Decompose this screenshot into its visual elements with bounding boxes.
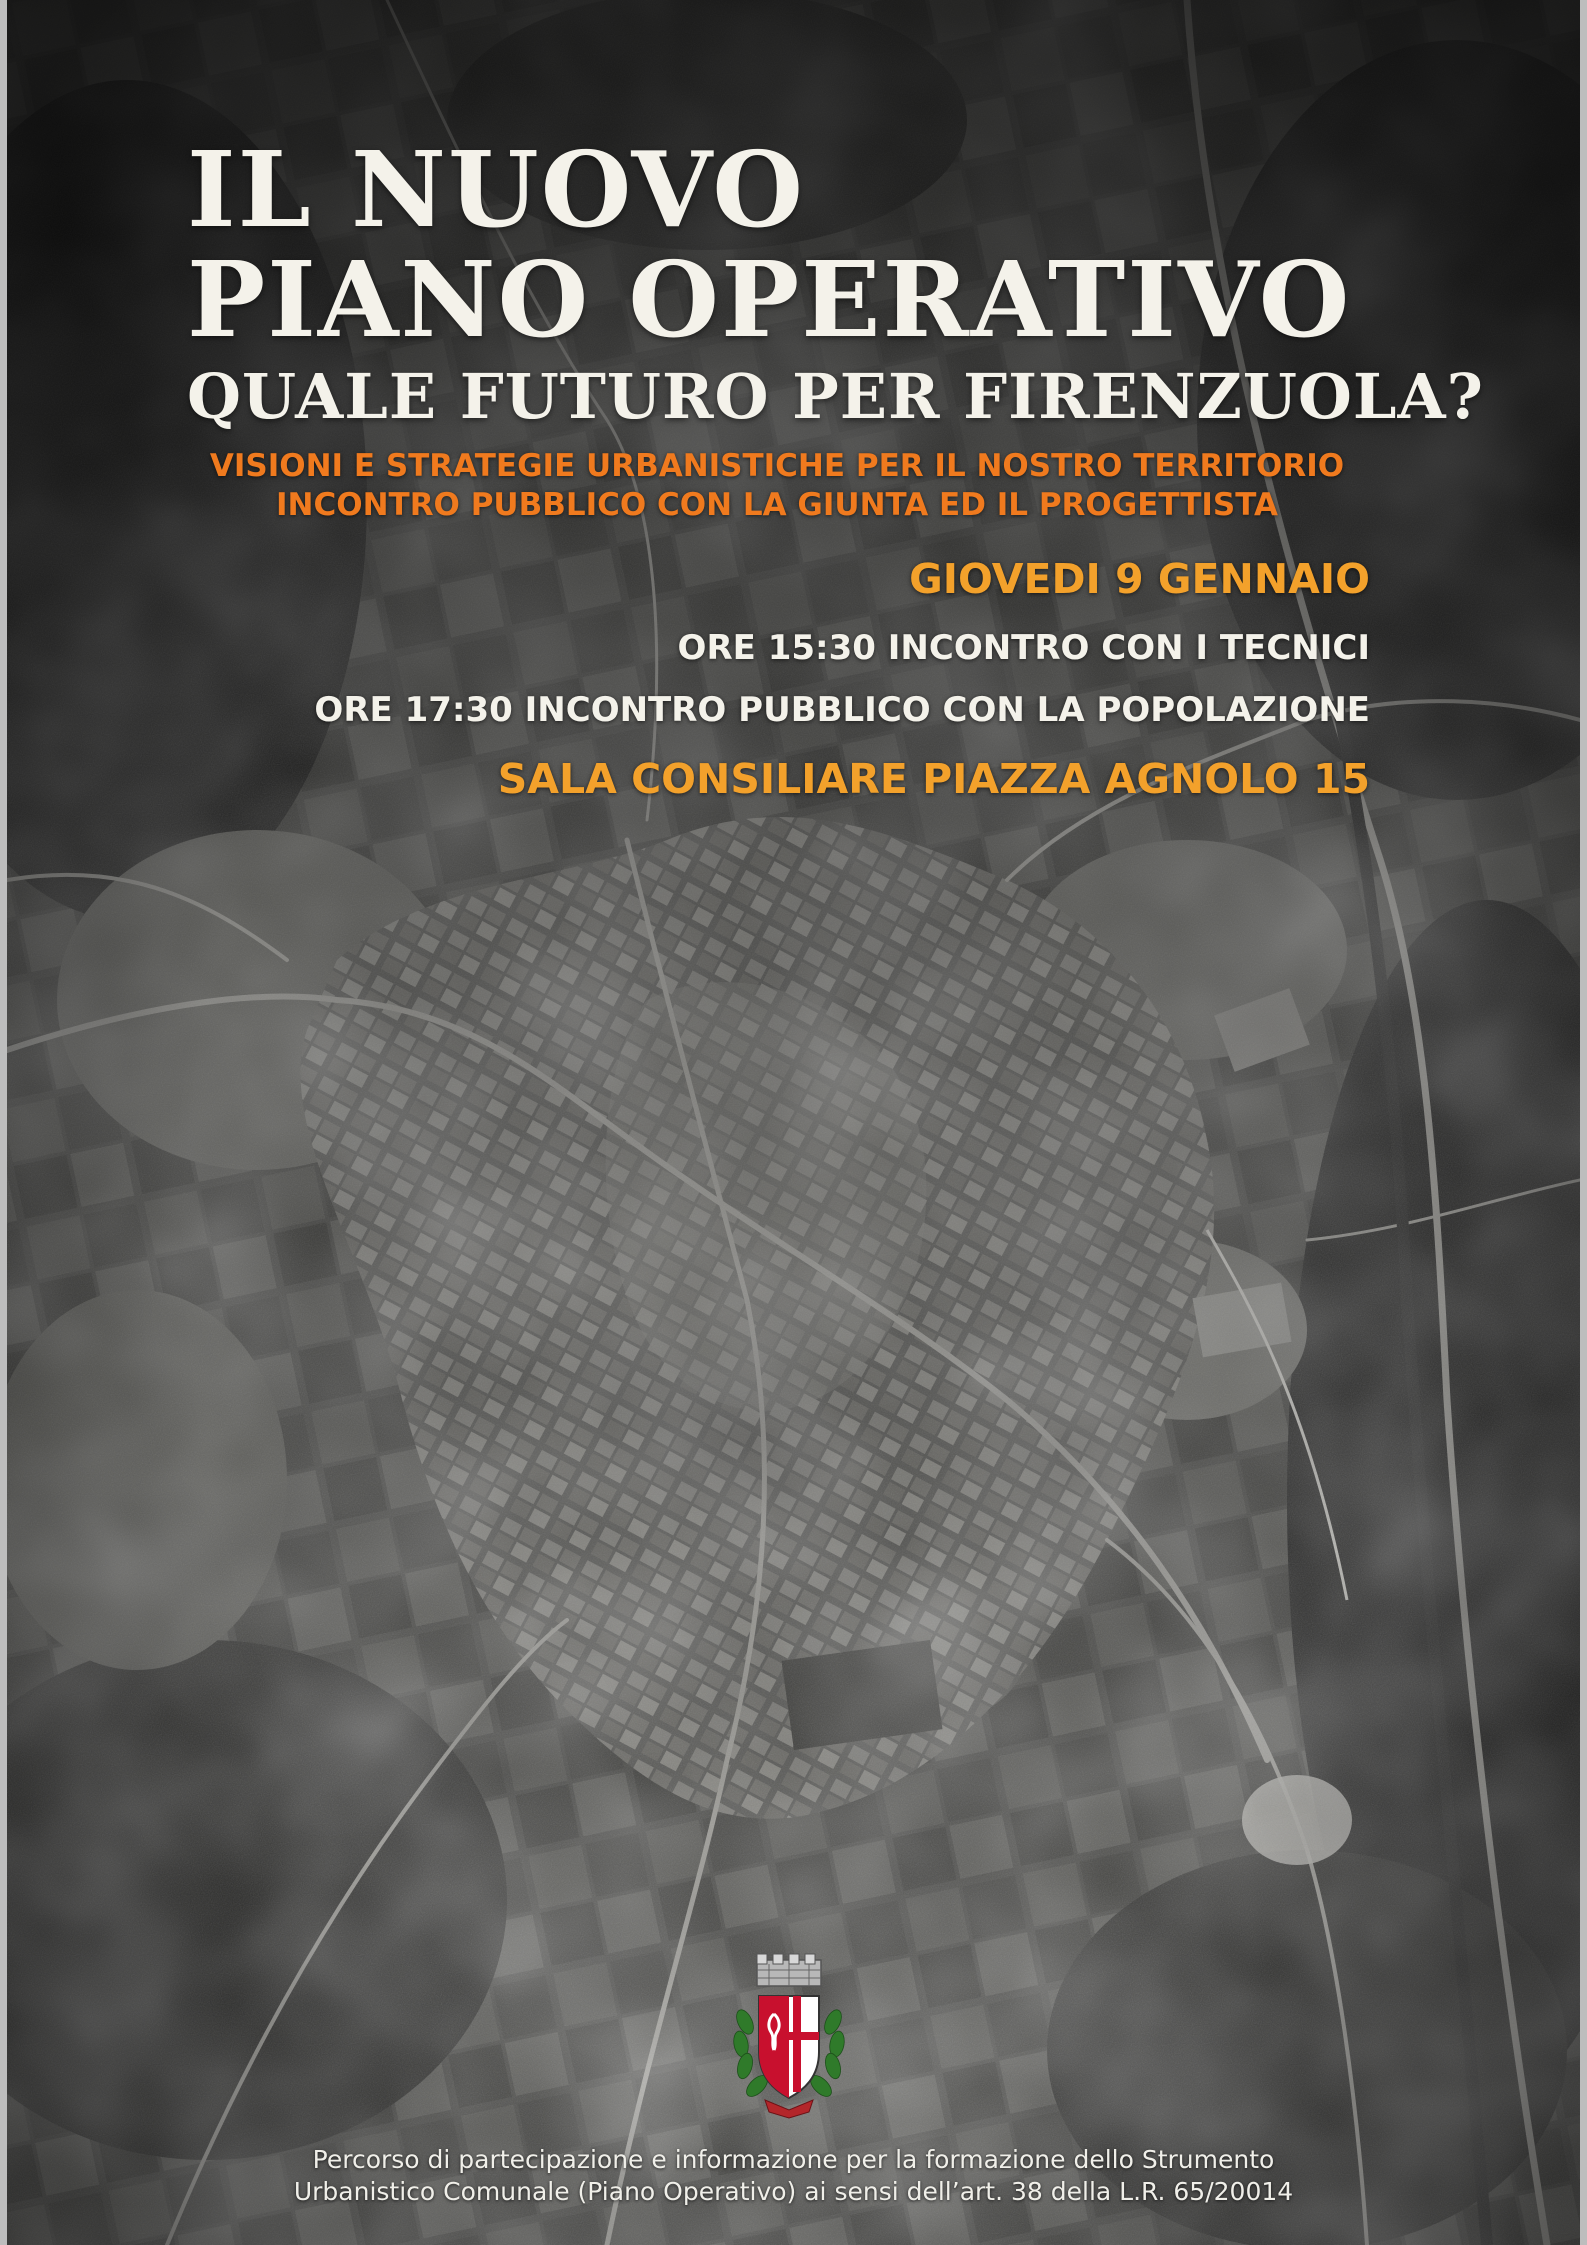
title-line-1: IL NUOVO (187, 128, 805, 251)
footer-note (7, 2144, 1580, 2208)
footer-line-1: Percorso di partecipazione e informazione per la formazione dello Strumento (312, 2145, 1275, 2174)
title-block (187, 128, 1487, 437)
subtitle-line-1: VISIONI E STRATEGIE URBANISTICHE PER IL NOSTRO TERRITORIO (209, 448, 1345, 484)
event-place: SALA CONSILIARE PIAZZA AGNOLO 15 (497, 755, 1370, 803)
event-date: GIOVEDI 9 GENNAIO (909, 555, 1370, 603)
event-time-public: ORE 17:30 INCONTRO PUBBLICO CON LA POPOLAZIONE (314, 690, 1370, 730)
footer-line-2: Urbanistico Comunale (Piano Operativo) ai sensi dell’art. 38 della L.R. 65/20014 (293, 2177, 1294, 2206)
title-line-2: PIANO OPERATIVO (187, 238, 1352, 361)
title-line-3: QUALE FUTURO PER FIRENZUOLA? (187, 360, 1484, 433)
subtitle-line-2: INCONTRO PUBBLICO CON LA GIUNTA ED IL PROGETTISTA (276, 487, 1278, 523)
event-time-technicians: ORE 15:30 INCONTRO CON I TECNICI (677, 628, 1370, 668)
municipal-crest-icon (729, 1952, 849, 2120)
poster (7, 0, 1580, 2245)
